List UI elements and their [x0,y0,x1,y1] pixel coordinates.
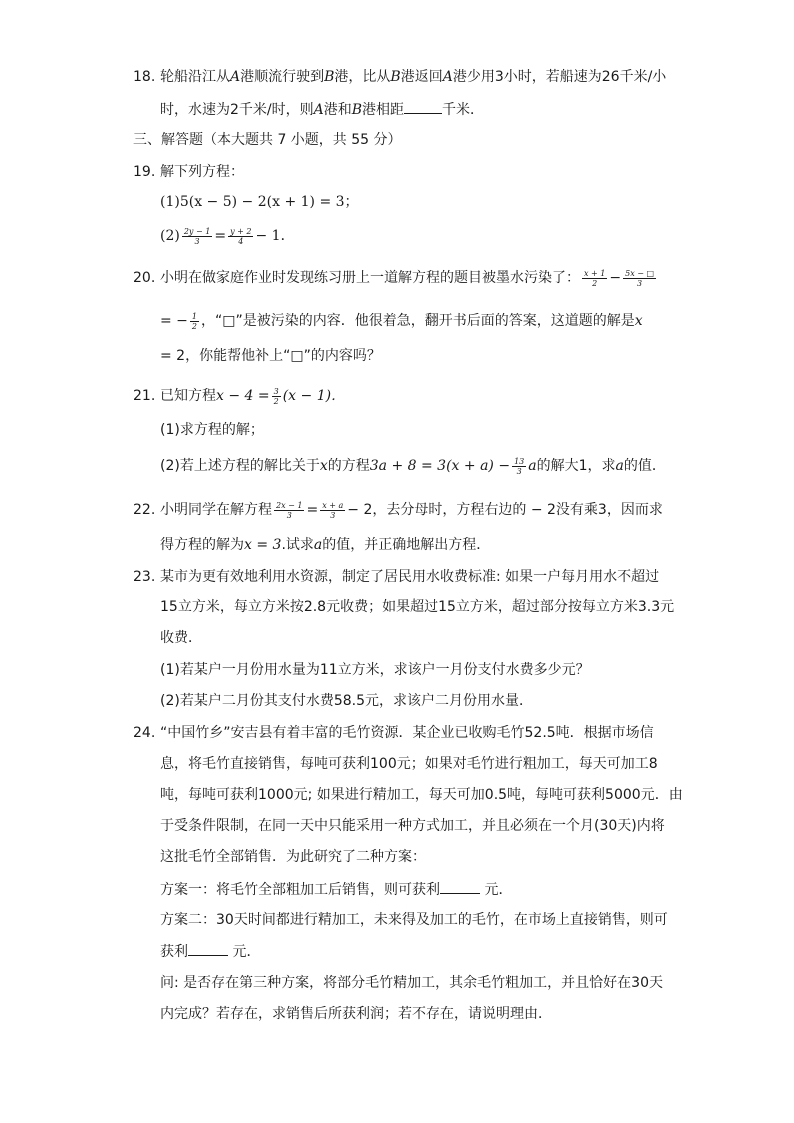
question-number-22: 22. [133,502,156,518]
question-number-24: 24. [133,725,156,741]
q24-question-line-1: 问: 是否存在第三种方案，将部分毛竹精加工，其余毛竹粗加工，并且恰好在30天 [160,975,663,991]
question-number-20: 20. [133,270,156,286]
question-number-19: 19. [133,164,156,180]
q19-part-2: (2) $\frac{2y - 1}{3}$ = $\frac{y + 2}{4}$ − 1． [160,226,295,246]
q22-line-1: 小明同学在解方程 $\frac{2x - 1}{3}$ = $\frac{x + a}{3}$ − 2，去分母时，方程右边的 − 2没有乘3，因而求 [160,500,663,520]
q24-line-4: 于受条件限制，在同一天中只能采用一种方式加工，并且必须在一个月(30天)内将 [160,818,665,834]
q22-line-2: 得方程的解为x = 3.试求a的值，并正确地解出方程． [160,537,491,553]
q24-line-5: 这批毛竹全部销售．为此研究了二种方案： [160,849,426,865]
q24-question-line-2: 内完成？若存在，求销售后所获利润；若不存在，请说明理由． [160,1006,552,1022]
answer-blank [404,99,442,114]
fraction: $\frac{2x - 1}{3}$ [276,500,303,520]
q24-line-1: “中国竹乡”安吉县有着丰富的毛竹资源．某企业已收购毛竹52.5吨．根据市场信 [160,725,654,741]
fraction: $\frac{x + a}{3}$ [322,500,344,520]
q20-line-3: = 2，你能帮他补上“□”的内容吗？ [160,348,381,364]
question-number-18: 18. [133,69,156,85]
q24-plan-2-line-1: 方案二：30天时间都进行精加工，未来得及加工的毛竹，在市场上直接销售，则可 [160,912,668,928]
fraction: $\frac{3}{2}$ [273,386,279,406]
q23-part-1: (1)若某户一月份用水量为11立方米，求该户一月份支付水费多少元？ [160,662,590,678]
q20-line-2: = − $\frac{1}{2}$ ，“□”是被污染的内容．他很着急，翻开书后面的答案，这道题的解是x [160,311,643,331]
q23-line-3: 收费． [160,630,202,646]
answer-blank [188,941,228,956]
fraction: $\frac{y + 2}{4}$ [230,226,252,246]
q21-line-1: 已知方程x − 4 = $\frac{3}{2}$ (x − 1)． [160,386,346,406]
fraction: $\frac{13}{3}$ [514,456,525,476]
q18-line-1: 轮船沿江从A港顺流行驶到B港，比从B港返回A港少用3小时，若船速为26千米/小 [160,69,667,85]
question-number-21: 21. [133,388,156,404]
q21-part-1: (1)求方程的解； [160,422,264,438]
answer-blank [440,879,480,894]
q24-plan-2-line-2: 获利 元． [160,941,260,962]
q18-line-2: 时，水速为2千米/时，则A港和B港相距 千米． [160,99,484,120]
q23-line-1: 某市为更有效地利用水资源，制定了居民用水收费标准: 如果一户每月用水不超过 [160,569,660,585]
q23-part-2: (2)若某户二月份其支付水费58.5元，求该户二月份用水量． [160,693,534,709]
fraction: $\frac{5x - □}{3}$ [625,268,655,288]
q24-line-2: 息，将毛竹直接销售，每吨可获利100元；如果对毛竹进行粗加工，每天可加工8 [160,756,658,772]
fraction: $\frac{2y - 1}{3}$ [183,226,211,246]
q19-part-1: (1)5(x − 5) − 2(x + 1) = 3； [160,194,359,210]
fraction: $\frac{1}{2}$ [191,311,198,331]
q24-plan-1: 方案一：将毛竹全部粗加工后销售，则可获利 元． [160,879,512,900]
q23-line-2: 15立方米，每立方米按2.8元收费；如果超过15立方米，超过部分按每立方米3.3元 [160,599,675,615]
question-number-23: 23. [133,569,156,585]
q19-intro: 解下列方程： [160,164,244,180]
q20-line-1: 小明在做家庭作业时发现练习册上一道解方程的题目被墨水污染了： $\frac{x + 1}{2}$ − $\frac{5x - □}{3}$ [160,268,655,288]
q24-line-3: 吨，每吨可获利1000元; 如果进行精加工，每天可加0.5吨，每吨可获利5000元．由 [160,787,683,803]
section-3-heading: 三、解答题（本大题共 7 小题，共 55 分） [133,132,402,148]
fraction: $\frac{x + 1}{2}$ [584,268,606,288]
q21-part-2: (2)若上述方程的解比关于x的方程3a + 8 = 3(x + a) − $\frac{13}{3}$ a的解大1，求a的值． [160,456,666,476]
